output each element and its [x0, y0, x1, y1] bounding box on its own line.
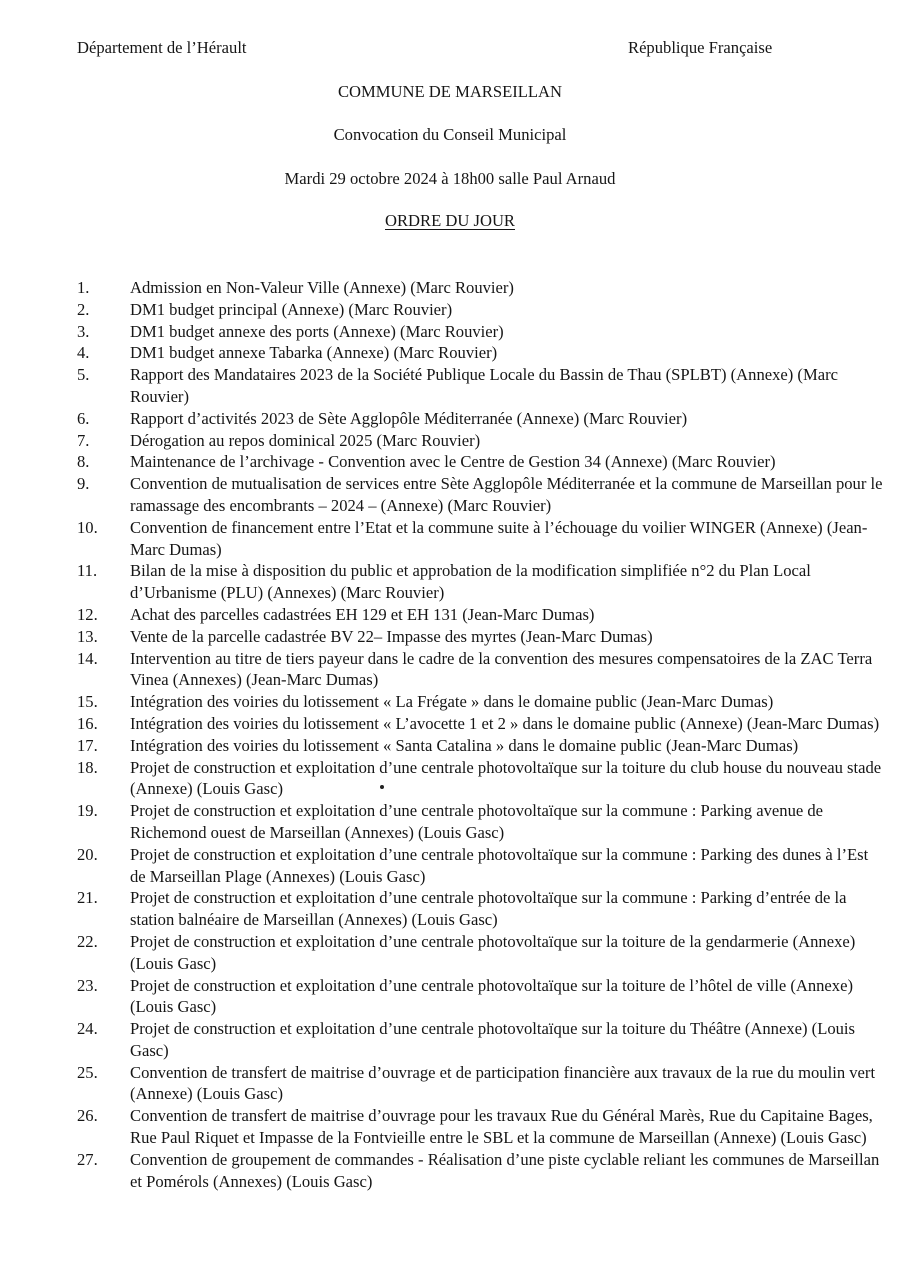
agenda-item	[77, 887, 887, 931]
agenda-item	[77, 430, 887, 452]
agenda-item-text: Dérogation au repos dominical 2025 (Marc Rouvier)	[130, 430, 481, 450]
agenda-item-text: Intégration des voiries du lotissement « La Frégate » dans le domaine public (Jean-Marc Dumas)	[130, 692, 774, 712]
agenda-item-number: 4.	[77, 343, 90, 363]
agenda-item	[77, 735, 887, 757]
agenda-item-number: 16.	[77, 713, 98, 733]
agenda-heading: ORDRE DU JOUR	[385, 211, 515, 230]
agenda-item	[77, 299, 887, 321]
agenda-item-text: Projet de construction et exploitation d’une centrale photovoltaïque sur la toiture de l’hôtel de ville (Annexe) (Louis Gasc)	[130, 975, 853, 1017]
agenda-item-number: 6.	[77, 408, 90, 428]
agenda-item-text: Convention de mutualisation de services entre Sète Agglopôle Méditerranée et la commune de Marseillan pour le ramassage des encombrants – 2024 – (Annexe) (Marc Rouvier)	[130, 474, 883, 515]
agenda-item-number: 8.	[77, 452, 90, 472]
agenda-item-number: 9.	[77, 474, 90, 494]
agenda-item-text: Projet de construction et exploitation d’une centrale photovoltaïque sur la commune : Parking des dunes à l’Est de Marseillan Plage (Annexes) (Louis Gasc)	[130, 844, 869, 886]
agenda-item	[77, 451, 887, 473]
agenda-list	[77, 277, 887, 1192]
agenda-item-text: Convention de transfert de maitrise d’ouvrage pour les travaux Rue du Général Marès, Rue du Capitaine Bages, Rue Paul Riquet et Impasse de la Fontvieille entre le SBL et la commune de Marseillan (Annexe) (Louis Gasc)	[130, 1106, 873, 1148]
agenda-item-number: 2.	[77, 299, 90, 319]
agenda-item-number: 23.	[77, 975, 98, 995]
agenda-item-number: 18.	[77, 757, 98, 777]
commune-title: COMMUNE DE MARSEILLAN	[337, 82, 562, 101]
agenda-item	[77, 713, 887, 735]
agenda-item	[77, 757, 887, 801]
agenda-item-number: 21.	[77, 888, 98, 908]
agenda-item-number: 14.	[77, 648, 98, 668]
agenda-item-number: 25.	[77, 1062, 98, 1082]
agenda-item-number: 15.	[77, 692, 98, 712]
agenda-item-text: DM1 budget principal (Annexe) (Marc Rouvier)	[130, 299, 453, 319]
agenda-item-number: 19.	[77, 801, 98, 821]
agenda-item-text: Vente de la parcelle cadastrée BV 22– Impasse des myrtes (Jean-Marc Dumas)	[130, 626, 653, 646]
agenda-item-number: 12.	[77, 604, 98, 624]
agenda-item	[77, 1105, 887, 1149]
agenda-item-number: 17.	[77, 735, 98, 755]
department-label: Département de l’Hérault	[77, 38, 247, 57]
agenda-item	[77, 560, 887, 604]
agenda-item	[77, 1062, 887, 1106]
agenda-item-number: 5.	[77, 365, 90, 385]
republic-label: République Française	[628, 38, 773, 57]
agenda-item-text: Rapport d’activités 2023 de Sète Agglopôle Méditerranée (Annexe) (Marc Rouvier)	[130, 408, 688, 428]
agenda-item-text: Projet de construction et exploitation d’une centrale photovoltaïque sur la toiture du Théâtre (Annexe) (Louis Gasc)	[130, 1019, 855, 1060]
agenda-item-text: Intégration des voiries du lotissement « Santa Catalina » dans le domaine public (Jean-Marc Dumas)	[130, 735, 799, 755]
agenda-item-number: 24.	[77, 1019, 98, 1039]
meeting-date: Mardi 29 octobre 2024 à 18h00 salle Paul Arnaud	[284, 169, 616, 188]
agenda-item-number: 10.	[77, 517, 98, 537]
agenda-item-text: DM1 budget annexe des ports (Annexe) (Marc Rouvier)	[130, 321, 504, 341]
agenda-item	[77, 1018, 887, 1062]
agenda-item-text: Intégration des voiries du lotissement « L’avocette 1 et 2 » dans le domaine public (Annexe) (Jean-Marc Dumas)	[130, 713, 880, 733]
convocation-title: Convocation du Conseil Municipal	[333, 125, 567, 144]
agenda-item-number: 3.	[77, 321, 90, 341]
agenda-item	[77, 1149, 887, 1193]
agenda-item	[77, 321, 887, 343]
agenda-item-number: 22.	[77, 931, 98, 951]
agenda-item-number: 26.	[77, 1106, 98, 1126]
agenda-item-text: Projet de construction et exploitation d’une centrale photovoltaïque sur la toiture du club house du nouveau stade (Annexe) (Louis Gasc)	[130, 757, 882, 799]
agenda-item	[77, 691, 887, 713]
agenda-item	[77, 648, 887, 692]
agenda-item-text: Convention de financement entre l’Etat et la commune suite à l’échouage du voilier WINGER (Annexe) (Jean-Marc Dumas)	[130, 517, 868, 559]
agenda-item-number: 11.	[77, 561, 98, 581]
agenda-item-text: Rapport des Mandataires 2023 de la Société Publique Locale du Bassin de Thau (SPLBT) (Annexe) (Marc Rouvier)	[130, 365, 838, 406]
agenda-item-text: Achat des parcelles cadastrées EH 129 et EH 131 (Jean-Marc Dumas)	[130, 604, 595, 624]
agenda-item	[77, 517, 887, 561]
agenda-item-text: Projet de construction et exploitation d’une centrale photovoltaïque sur la commune : Parking d’entrée de la station balnéaire de Marseillan (Annexes) (Louis Gasc)	[130, 888, 847, 930]
agenda-item-text: Intervention au titre de tiers payeur dans le cadre de la convention des mesures compensatoires de la ZAC Terra Vinea (Annexes) (Jean-Marc Dumas)	[130, 648, 873, 690]
agenda-item	[77, 800, 887, 844]
agenda-item-text: DM1 budget annexe Tabarka (Annexe) (Marc Rouvier)	[130, 343, 498, 363]
agenda-item-text: Convention de groupement de commandes - Réalisation d’une piste cyclable reliant les communes de Marseillan et Pomérols (Annexes) (Louis Gasc)	[130, 1149, 880, 1191]
agenda-item	[77, 342, 887, 364]
agenda-item-text: Bilan de la mise à disposition du public et approbation de la modification simplifiée n°2 du Plan Local d’Urbanisme (PLU) (Annexes) (Marc Rouvier)	[130, 561, 811, 603]
agenda-item	[77, 931, 887, 975]
agenda-item	[77, 844, 887, 888]
agenda-item-number: 1.	[77, 278, 90, 297]
agenda-item-text: Projet de construction et exploitation d’une centrale photovoltaïque sur la toiture de la gendarmerie (Annexe) (Louis Gasc)	[130, 931, 856, 973]
agenda-item-number: 27.	[77, 1149, 98, 1169]
agenda-item	[77, 277, 887, 299]
agenda-item-text: Projet de construction et exploitation d’une centrale photovoltaïque sur la commune : Parking avenue de Richemond ouest de Marseillan (Annexes) (Louis Gasc)	[130, 801, 824, 842]
agenda-item	[77, 604, 887, 626]
agenda-item-number: 7.	[77, 430, 90, 450]
agenda-item-text: Maintenance de l’archivage - Convention avec le Centre de Gestion 34 (Annexe) (Marc Rouvier)	[130, 452, 776, 472]
agenda-item-text: Convention de transfert de maitrise d’ouvrage et de participation financière aux travaux de la rue du moulin vert (Annexe) (Louis Gasc)	[130, 1062, 876, 1104]
agenda-item	[77, 626, 887, 648]
agenda-item-text: Admission en Non-Valeur Ville (Annexe) (Marc Rouvier)	[130, 278, 514, 297]
agenda-item-number: 20.	[77, 844, 98, 864]
agenda-item	[77, 364, 887, 408]
stray-dot	[380, 785, 384, 789]
agenda-item	[77, 473, 887, 517]
agenda-item	[77, 408, 887, 430]
agenda-item-number: 13.	[77, 626, 98, 646]
agenda-item	[77, 975, 887, 1019]
